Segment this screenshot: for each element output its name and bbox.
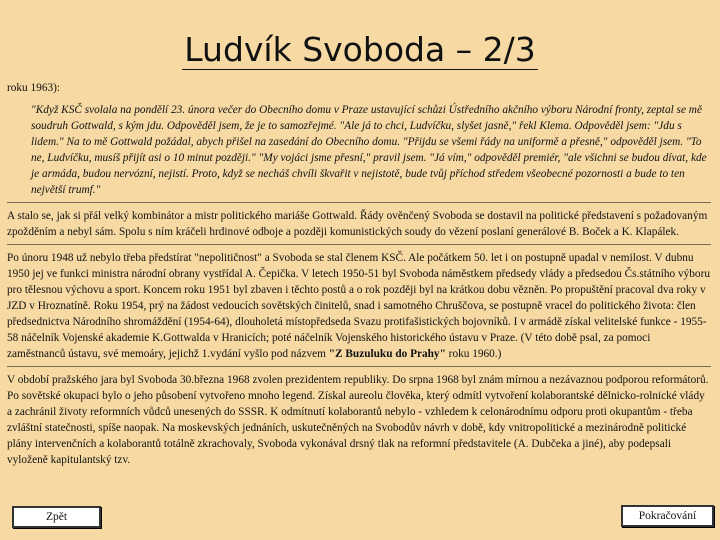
book-title: "Z Buzuluku do Prahy" [328, 348, 446, 360]
paragraph-2 [7, 250, 711, 362]
divider [7, 202, 711, 203]
back-button[interactable]: Zpět [12, 506, 101, 528]
paragraph-3: V období pražského jara byl Svoboda 30.března 1968 zvolen prezidentem republiky. Do srpna 1968 byl znám mírnou a nezávaznou podporou reformátorů. Po sovětské okupaci bylo o jeho působení vytvořeno mnoho legend. Získal aureolu člověka, který odmítl vytvoření kolaborantské dělnicko-rolnické vlády a zachránil životy reformních vůdců unesených do SSSR. K odmítnutí kolaborantů nebylo - vzhledem k celonárodnímu odporu proti okupantům - třeba zvláštní statečnosti, spíše naopak. Na moskevských jednáních, uskutečněných na Svobodův návrh v době, kdy vnitropolitické a mezinárodně politické plány intervenčních a kolaborantů totálně zkrachovaly, Svoboda vykonával drsný tlak na reformní představitele (A. Dubčeka a jiné), aby podepsali vyloženě kapitulantský tzv. [7, 374, 709, 466]
intro-text: roku 1963): [7, 82, 61, 94]
page-title [0, 28, 720, 72]
paragraph-2-end: roku 1960.) [445, 348, 502, 360]
article-body [7, 80, 711, 472]
divider [7, 244, 711, 245]
divider [7, 366, 711, 367]
quote-block [7, 102, 711, 198]
page-title-text: Ludvík Svoboda – 2/3 [184, 30, 536, 69]
next-button[interactable]: Pokračování [621, 505, 714, 527]
paragraph-1: A stalo se, jak si přál velký kombinátor a mistr politického mariáše Gottwald. Řády ověnčený Svoboda se dostavil na politické představení s požadovaným zpožděním a nebyl sám. Spolu s ním kráčeli hrdinové odboje a později komunistických soudy do vězení poslaní generálové B. Boček a K. Klapálek. [7, 210, 708, 238]
quote-text: "Když KSČ svolala na pondělí 23. února večer do Obecního domu v Praze ustavující schůzi Ústředního akčního výboru Národní fronty, zeptal se mě soudruh Gottwald, s kým jdu. Odpověděl jsem, že je to samozřejmé. "Ale já to chci, Ludvíčku, slyšet jasně," řekl Klema. Odpověděl jsem: "Jdu s lidem." Na to mě Gottwald požádal, abych přišel na zasedání do Obecního domu. "Přijdu se všemi řády na uniformě a přesně," odpověděl jsem. "To ne, Ludvíčku, musíš přijít asi o 10 minut později." "My vojáci jsme přesní," pravil jsem. "Já vím," odpověděl premiér, "ale všichni se budou dívat, kde je armáda, budou nervózní, nejistí. Proto, když se necháš chvíli škvařit v nejistotě, bude tvůj příchod středem všeobecné pozornosti a bude to ten největší trumf." [31, 104, 707, 196]
paragraph-2-text: Po únoru 1948 už nebylo třeba předstírat "nepolitičnost" a Svoboda se stal členem KSČ. Ale počátkem 50. let i on postupně upadal v nemilost. V dubnu 1950 jej ve funkci ministra národní obrany vystřídal A. Čepička. V letech 1950-51 byl Svoboda náměstkem předsedy vlády a předsedou Čs.státního výboru pro tělesnou výchovu a sport. Koncem roku 1951 byl zbaven i těchto postů a o rok později byl na krátkou dobu vězněn. Po propuštění pracoval dva roky v JZD v Hroznatíně. Roku 1954, prý na žádost vedoucích sovětských činitelů, snad i samotného Chruščova, se postupně vracel do politického života: člen předsednictva Národního shromáždění (1954-64), dlouholetá místopředseda Svazu protifašistických bojovníků. I v armádě získal velitelské funkce - 1955-58 náčelník Vojenské akademie K.Gottwalda v Hranicích; poté náčelník Vojenského historického ústavu v Praze. (V této době psal, za pomoci zaměstnanců ústavu, své memoáry, jejichž 1.vydání vyšlo pod názvem [7, 252, 710, 360]
